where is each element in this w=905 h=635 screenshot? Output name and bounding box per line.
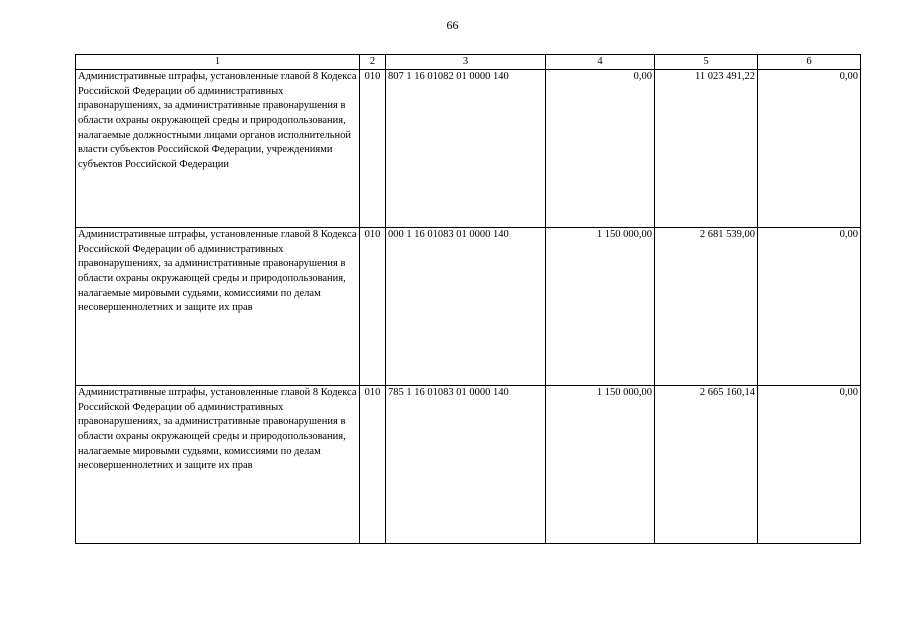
row-col4-cell: 1 150 000,00 (546, 386, 655, 544)
header-row (76, 55, 861, 70)
row-col5-cell: 11 023 491,22 (655, 70, 758, 228)
column-header: 5 (655, 55, 758, 70)
row-col6-cell: 0,00 (758, 228, 861, 386)
table-row (76, 228, 861, 386)
row-col4-cell: 0,00 (546, 70, 655, 228)
column-header: 2 (360, 55, 386, 70)
row-budget-code-cell: 000 1 16 01083 01 0000 140 (386, 228, 546, 386)
row-col6-cell: 0,00 (758, 386, 861, 544)
column-header: 6 (758, 55, 861, 70)
row-col4-cell: 1 150 000,00 (546, 228, 655, 386)
row-line-code-cell: 010 (360, 386, 386, 544)
budget-table (75, 54, 861, 544)
table-row (76, 70, 861, 228)
table-row (76, 386, 861, 544)
row-col5-cell: 2 681 539,00 (655, 228, 758, 386)
row-col6-cell: 0,00 (758, 70, 861, 228)
row-col5-cell: 2 665 160,14 (655, 386, 758, 544)
row-line-code-cell: 010 (360, 70, 386, 228)
row-name-cell: Административные штрафы, установленные главой 8 Кодекса Российской Федерации об административных правонарушениях, за административные правонарушения в области охраны окружающей среды и природопользования, налагаемые мировыми судьями, комиссиями по делам несовершеннолетних и защите их прав (76, 228, 360, 386)
column-header: 3 (386, 55, 546, 70)
column-header: 4 (546, 55, 655, 70)
row-budget-code-cell: 807 1 16 01082 01 0000 140 (386, 70, 546, 228)
row-line-code-cell: 010 (360, 228, 386, 386)
column-header: 1 (76, 55, 360, 70)
row-budget-code-cell: 785 1 16 01083 01 0000 140 (386, 386, 546, 544)
page-number: 66 (446, 18, 459, 32)
row-name-cell: Административные штрафы, установленные главой 8 Кодекса Российской Федерации об административных правонарушениях, за административные правонарушения в области охраны окружающей среды и природопользования, налагаемые мировыми судьями, комиссиями по делам несовершеннолетних и защите их прав (76, 386, 360, 544)
row-name-cell: Административные штрафы, установленные главой 8 Кодекса Российской Федерации об административных правонарушениях, за административные правонарушения в области охраны окружающей среды и природопользования, налагаемые должностными лицами органов исполнительной власти субъектов Российской Федерации, учреждениями субъектов Российской Федерации (76, 70, 360, 228)
